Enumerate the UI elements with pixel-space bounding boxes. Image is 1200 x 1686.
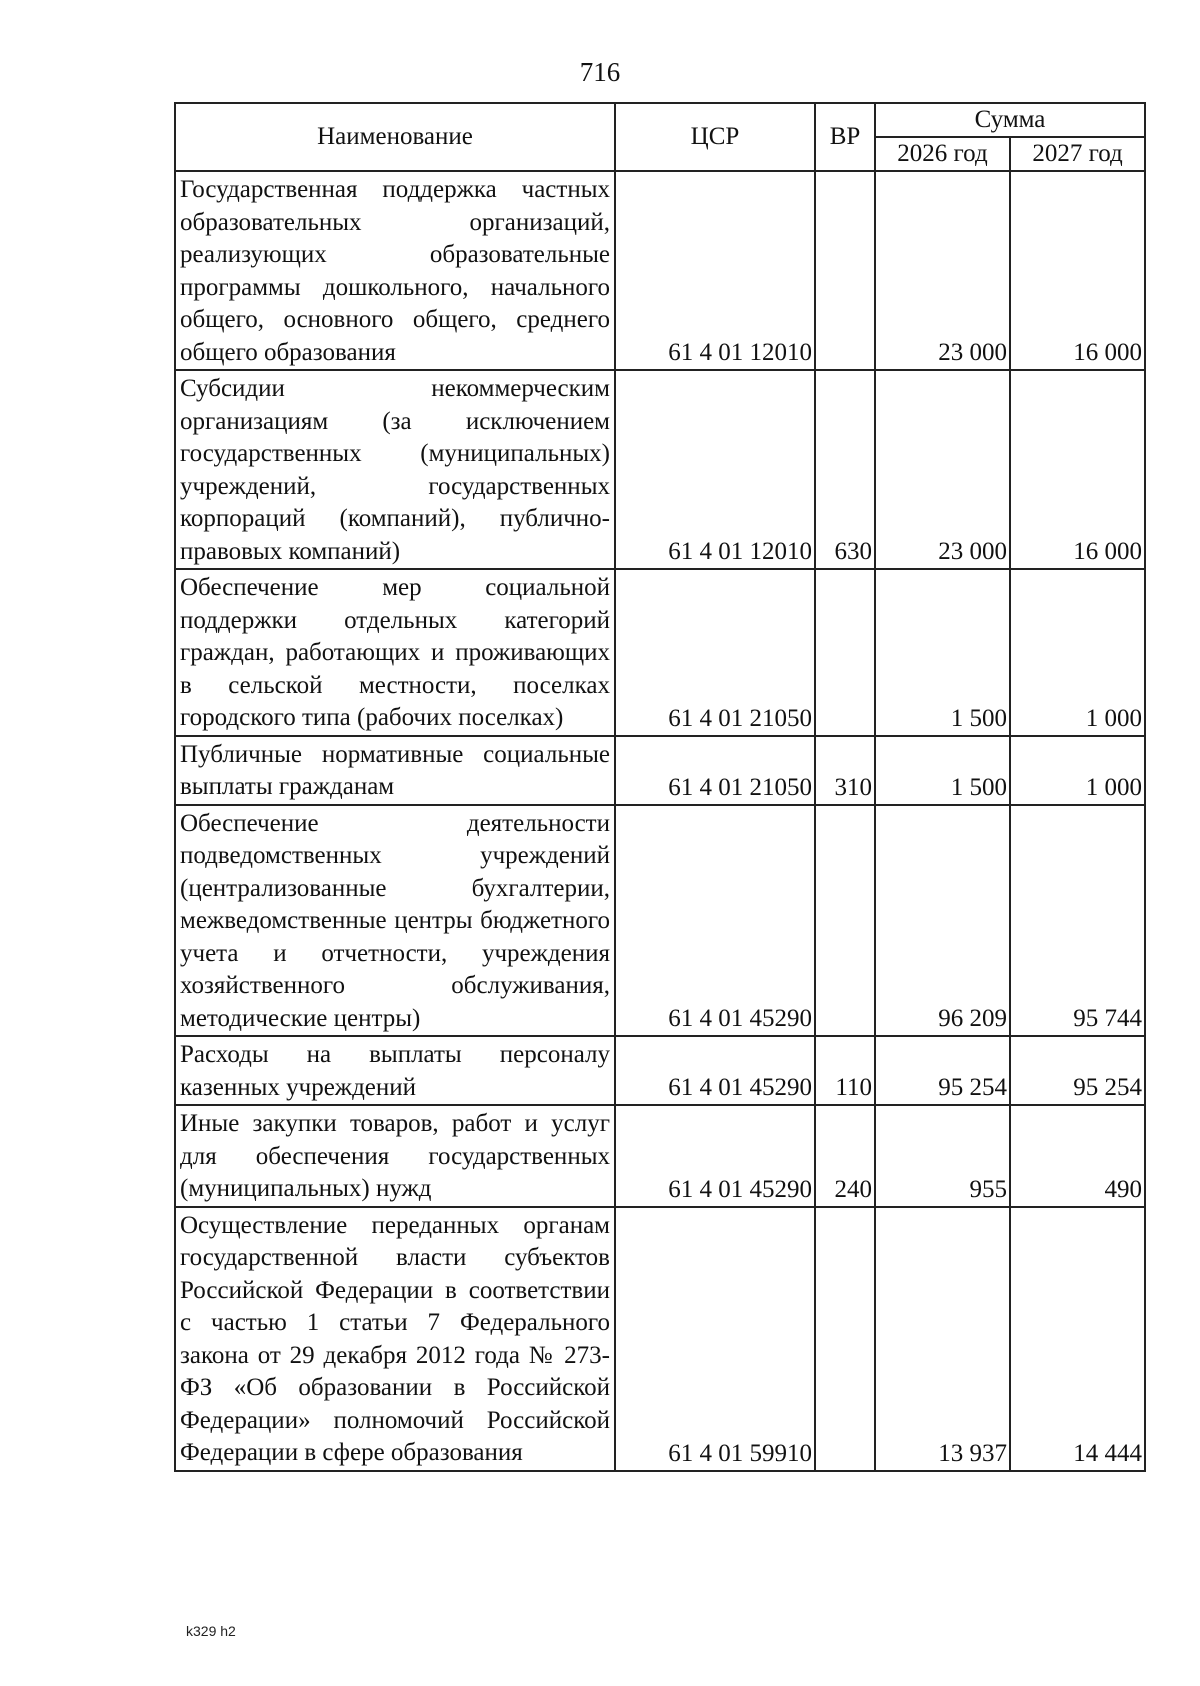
row-vr-cell: 110 [815, 1036, 875, 1105]
footer-code: k329 h2 [186, 1623, 236, 1639]
row-csr-cell: 61 4 01 12010 [615, 370, 815, 569]
row-name-cell: Публичные нормативные социальные выплаты гражданам [175, 736, 615, 805]
table-row [175, 1207, 1145, 1471]
row-csr-cell: 61 4 01 45290 [615, 805, 815, 1037]
table-row [175, 171, 1145, 370]
row-name-cell: Осуществление переданных органам государственной власти субъектов Российской Федерации в соответствии с частью 1 статьи 7 Федерального закона от 29 декабря 2012 года № 273-ФЗ «Об образовании в Российской Федерации» полномочий Российской Федерации в сфере образования [175, 1207, 615, 1471]
header-year-2027: 2027 год [1010, 137, 1145, 171]
table-row [175, 1036, 1145, 1105]
row-name-cell: Иные закупки товаров, работ и услуг для обеспечения государственных (муниципальных) нужд [175, 1105, 615, 1207]
row-vr-cell: 310 [815, 736, 875, 805]
header-vr: ВР [815, 103, 875, 171]
row-sum-2026-cell: 23 000 [875, 171, 1010, 370]
table-row [175, 370, 1145, 569]
row-sum-2026-cell: 1 500 [875, 736, 1010, 805]
row-name-cell: Государственная поддержка частных образовательных организаций, реализующих образовательные программы дошкольного, начального общего, основного общего, среднего общего образования [175, 171, 615, 370]
row-sum-2026-cell: 13 937 [875, 1207, 1010, 1471]
row-name-cell: Расходы на выплаты персоналу казенных учреждений [175, 1036, 615, 1105]
row-sum-2026-cell: 1 500 [875, 569, 1010, 736]
header-year-2026: 2026 год [875, 137, 1010, 171]
table-row [175, 1105, 1145, 1207]
row-sum-2027-cell: 95 744 [1010, 805, 1145, 1037]
budget-table [174, 102, 1146, 1472]
header-csr: ЦСР [615, 103, 815, 171]
row-sum-2026-cell: 95 254 [875, 1036, 1010, 1105]
row-csr-cell: 61 4 01 12010 [615, 171, 815, 370]
row-sum-2027-cell: 490 [1010, 1105, 1145, 1207]
row-sum-2027-cell: 14 444 [1010, 1207, 1145, 1471]
table-row [175, 569, 1145, 736]
row-sum-2027-cell: 95 254 [1010, 1036, 1145, 1105]
row-name-cell: Обеспечение деятельности подведомственных учреждений (централизованные бухгалтерии, межведомственные центры бюджетного учета и отчетности, учреждения хозяйственного обслуживания, методические центры) [175, 805, 615, 1037]
row-sum-2026-cell: 955 [875, 1105, 1010, 1207]
page-number: 716 [579, 57, 621, 87]
row-name-cell: Обеспечение мер социальной поддержки отдельных категорий граждан, работающих и проживающих в сельской местности, поселках городского типа (рабочих поселках) [175, 569, 615, 736]
header-name: Наименование [175, 103, 615, 171]
row-sum-2027-cell: 1 000 [1010, 569, 1145, 736]
row-sum-2026-cell: 23 000 [875, 370, 1010, 569]
table-body [175, 171, 1145, 1471]
row-vr-cell: 630 [815, 370, 875, 569]
row-csr-cell: 61 4 01 59910 [615, 1207, 815, 1471]
row-sum-2027-cell: 16 000 [1010, 171, 1145, 370]
table-row [175, 805, 1145, 1037]
row-csr-cell: 61 4 01 45290 [615, 1105, 815, 1207]
row-vr-cell: 240 [815, 1105, 875, 1207]
row-name-cell: Субсидии некоммерческим организациям (за исключением государственных (муниципальных) учреждений, государственных корпораций (компаний), публично-правовых компаний) [175, 370, 615, 569]
row-csr-cell: 61 4 01 45290 [615, 1036, 815, 1105]
row-csr-cell: 61 4 01 21050 [615, 736, 815, 805]
row-vr-cell [815, 1207, 875, 1471]
row-vr-cell [815, 569, 875, 736]
row-csr-cell: 61 4 01 21050 [615, 569, 815, 736]
row-vr-cell [815, 805, 875, 1037]
table-header [175, 103, 1145, 171]
header-row-top [175, 103, 1145, 137]
table-row [175, 736, 1145, 805]
row-vr-cell [815, 171, 875, 370]
header-sum: Сумма [875, 103, 1145, 137]
row-sum-2027-cell: 16 000 [1010, 370, 1145, 569]
row-sum-2026-cell: 96 209 [875, 805, 1010, 1037]
row-sum-2027-cell: 1 000 [1010, 736, 1145, 805]
